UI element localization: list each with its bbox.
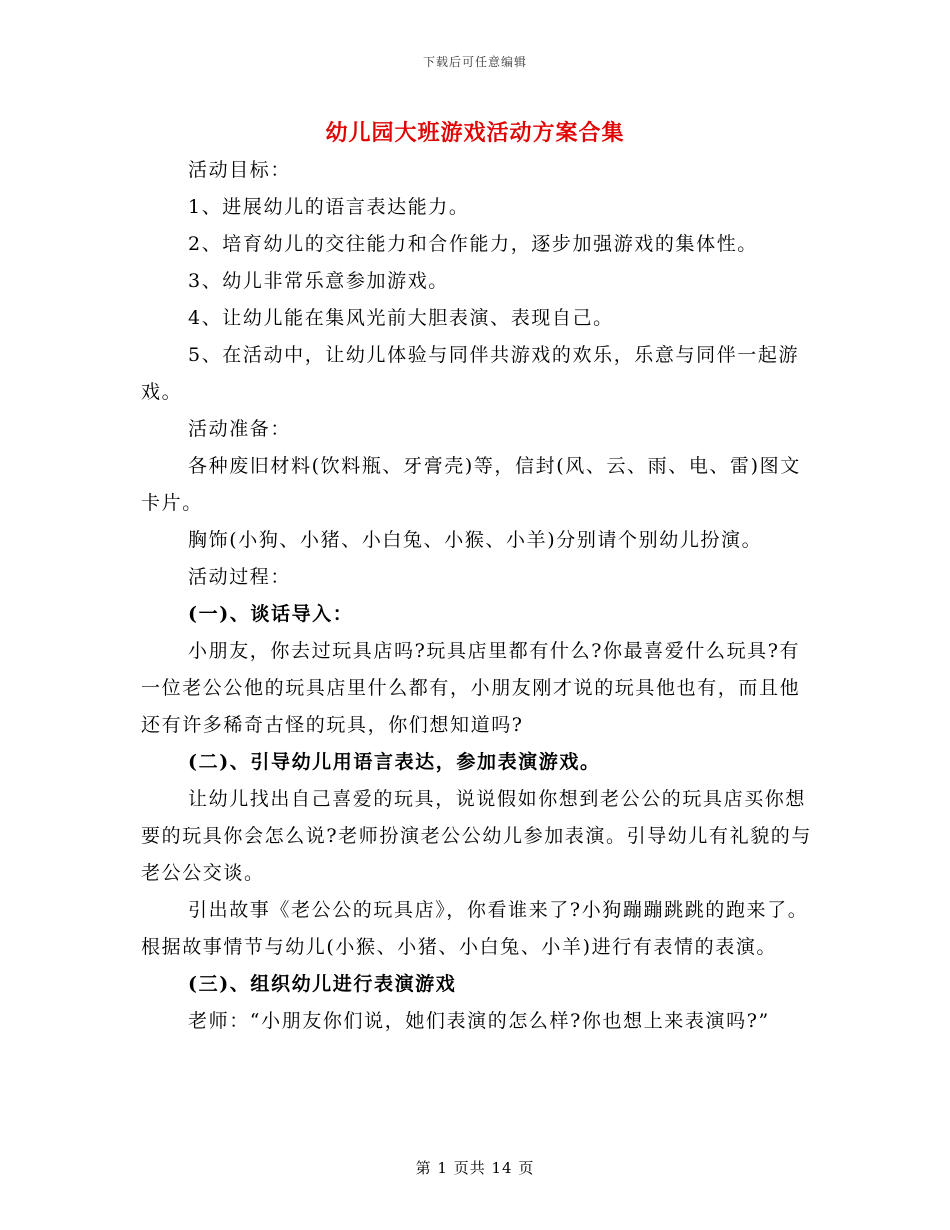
document-body xyxy=(141,152,816,1040)
paragraph: 活动过程： xyxy=(188,566,292,588)
paragraph: 让幼儿找出自己喜爱的玩具，说说假如你想到老公公的玩具店买你想要的玩具你会怎么说?老师扮演老公公幼儿参加表演。引导幼儿有礼貌的与老公公交谈。 xyxy=(141,788,812,884)
page-indicator: 第 1 页共 14 页 xyxy=(415,1159,535,1177)
header-note: 下载后可任意编辑 xyxy=(422,55,527,69)
section-heading: (一)、谈话导入： xyxy=(188,603,354,625)
paragraph: 活动目标： xyxy=(188,159,292,181)
document-title: 幼儿园大班游戏活动方案合集 xyxy=(325,120,625,146)
section-heading: (三)、组织幼儿进行表演游戏 xyxy=(188,973,457,995)
paragraph: 2、培育幼儿的交往能力和合作能力，逐步加强游戏的集体性。 xyxy=(188,233,758,255)
section-heading: (二)、引导幼儿用语言表达，参加表演游戏。 xyxy=(188,751,601,773)
paragraph: 老师：“小朋友你们说，她们表演的怎么样?你也想上来表演吗?” xyxy=(188,1010,770,1032)
paragraph: 4、让幼儿能在集风光前大胆表演、表现自己。 xyxy=(188,307,614,329)
paragraph: 活动准备： xyxy=(188,418,292,440)
paragraph: 各种废旧材料(饮料瓶、牙膏壳)等，信封(风、云、雨、电、雷)图文卡片。 xyxy=(141,455,801,514)
paragraph: 5、在活动中，让幼儿体验与同伴共游戏的欢乐，乐意与同伴一起游戏。 xyxy=(141,344,800,403)
paragraph: 小朋友，你去过玩具店吗?玩具店里都有什么?你最喜爱什么玩具?有一位老公公他的玩具店里什么都有，小朋友刚才说的玩具他也有，而且他还有许多稀奇古怪的玩具，你们想知道吗? xyxy=(141,640,801,736)
paragraph: 3、幼儿非常乐意参加游戏。 xyxy=(188,270,449,292)
paragraph: 胸饰(小狗、小猪、小白兔、小猴、小羊)分别请个别幼儿扮演。 xyxy=(188,529,763,551)
paragraph: 引出故事《老公公的玩具店》，你看谁来了?小狗蹦蹦跳跳的跑来了。根据故事情节与幼儿(小猴、小猪、小白兔、小羊)进行有表情的表演。 xyxy=(141,899,809,958)
paragraph: 1、进展幼儿的语言表达能力。 xyxy=(188,196,470,218)
